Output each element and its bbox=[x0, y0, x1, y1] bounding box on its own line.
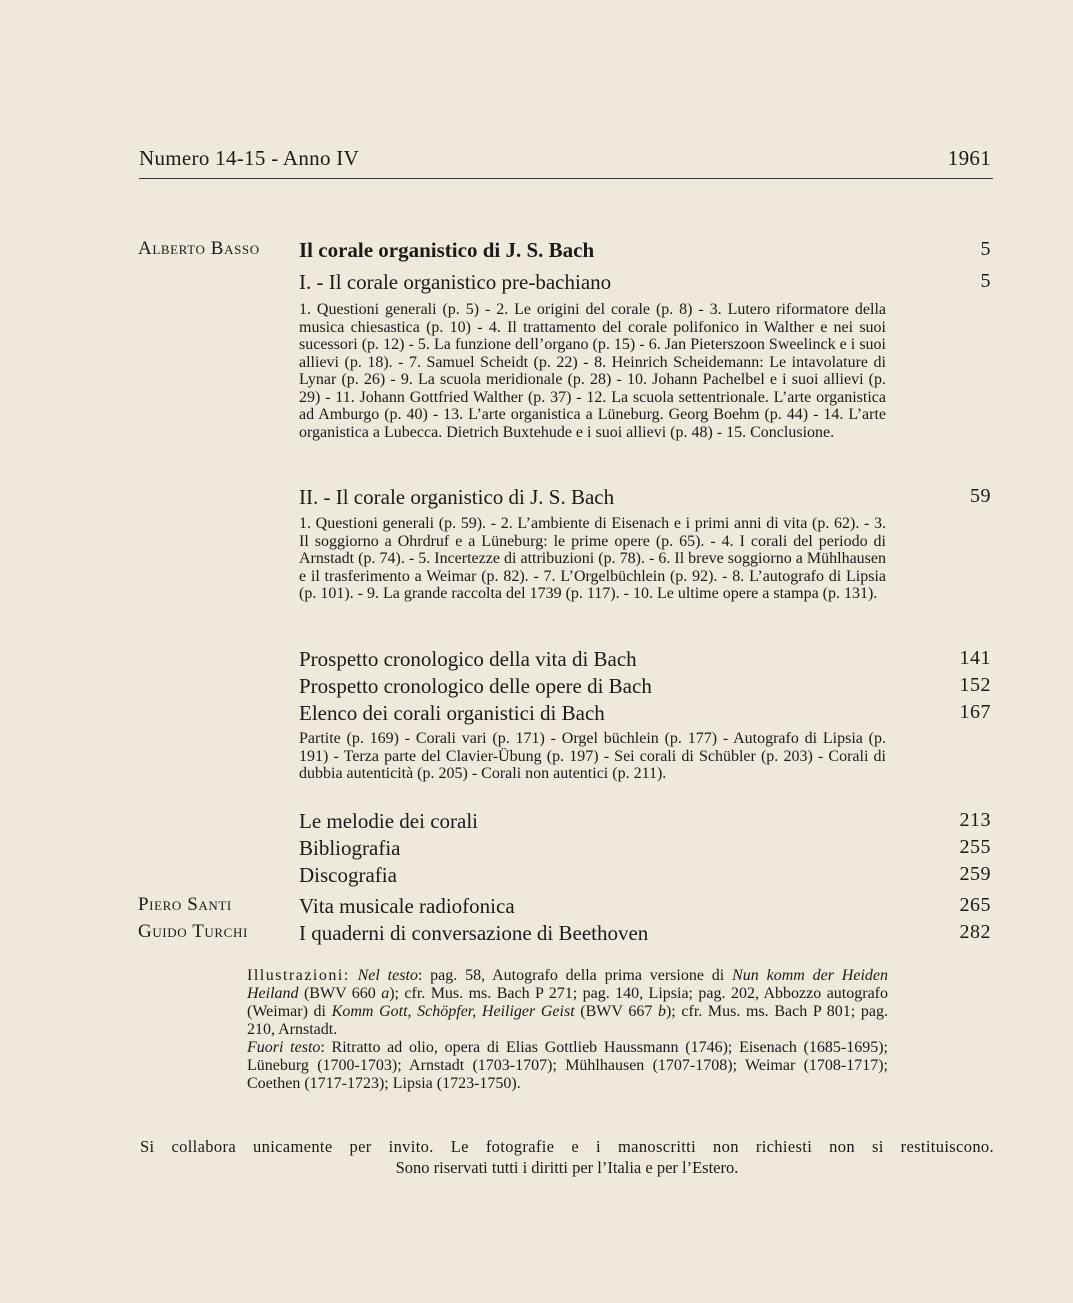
illustrations-text: (BWV 667 bbox=[574, 1003, 658, 1020]
issue-label: Numero 14-15 - Anno IV bbox=[139, 146, 360, 170]
page-number: 5 bbox=[980, 238, 991, 260]
fuori-testo-label: Fuori testo bbox=[247, 1039, 321, 1056]
toc-entry-discografia bbox=[0, 863, 1073, 891]
page-number: 167 bbox=[959, 701, 991, 723]
section-title: Prospetto cronologico della vita di Bach bbox=[299, 647, 637, 671]
illustrations-note bbox=[247, 967, 888, 1093]
author-name: Piero Santi bbox=[138, 894, 232, 915]
toc-entry-part2 bbox=[0, 485, 1073, 513]
page-number: 5 bbox=[980, 270, 991, 292]
page-header bbox=[139, 146, 991, 171]
author-name: Guido Turchi bbox=[138, 921, 248, 942]
toc-entry-basso bbox=[0, 238, 1073, 266]
illustrations-text: : Ritratto ad olio, opera di Elias Gottlieb Haussmann (1746); Eisenach (1685-1695); Lüneburg (1700-1703); Arnstadt (1703-1707); Mühlhausen (1707-1708); Weimar (1708-1717); Coethen (1717-1723); Lipsia (1723-1750). bbox=[247, 1039, 888, 1092]
page-number: 265 bbox=[959, 894, 991, 916]
footer-line-2: Sono riservati tutti i diritti per l’Italia e per l’Estero. bbox=[395, 1158, 739, 1177]
part2-summary: 1. Questioni generali (p. 59). - 2. L’ambiente di Eisenach e i primi anni di vita (p. 62). - 3. Il soggiorno a Ohrdruf e a Lüneburg: le prime opere (p. 65). - 4. I corali del periodo di Arnstadt (p. 74). - 5. Incertezze di attribuzioni (p. 78). - 6. Il breve soggiorno a Mühlhausen e il trasferimento a Weimar (p. 82). - 7. L’Orgelbüchlein (p. 92). - 8. L’autografo di Lipsia (p. 101). - 9. La grande raccolta del 1739 (p. 117). - 10. Le ultime opere a stampa (p. 131). bbox=[299, 515, 886, 602]
illustrations-text: ); cfr. Mus. ms. Bach P 801; pag. 210, Arnstadt. bbox=[247, 1003, 889, 1038]
section-title: Elenco dei corali organistici di Bach bbox=[299, 701, 605, 725]
section-title: I. - Il corale organistico pre-bachiano bbox=[299, 270, 612, 294]
page-number: 282 bbox=[959, 921, 991, 943]
toc-entry-prospetto-opere bbox=[0, 674, 1073, 702]
page-number: 259 bbox=[959, 863, 991, 885]
article-title: I quaderni di conversazione di Beethoven bbox=[299, 921, 649, 945]
page-number: 152 bbox=[959, 674, 991, 696]
work-title: Nun komm der Heiden Heiland bbox=[247, 967, 889, 1002]
toc-entry-elenco bbox=[0, 701, 1073, 729]
page-number: 213 bbox=[959, 809, 991, 831]
author-name: Alberto Basso bbox=[138, 238, 260, 259]
toc-entry-bibliografia bbox=[0, 836, 1073, 864]
footer-note bbox=[140, 1136, 994, 1178]
article-title: Il corale organistico di J. S. Bach bbox=[299, 238, 595, 262]
toc-entry-turchi bbox=[0, 921, 1073, 949]
section-title: Bibliografia bbox=[299, 836, 401, 860]
page-number: 255 bbox=[959, 836, 991, 858]
illustrations-text: (BWV 660 bbox=[298, 985, 382, 1002]
bwv-suffix: b bbox=[657, 1003, 666, 1020]
page-number: 59 bbox=[970, 485, 991, 507]
illustrations-text: : pag. 58, Autografo della prima versione di bbox=[417, 967, 733, 984]
toc-entry-prospetto-vita bbox=[0, 647, 1073, 675]
section-title: Prospetto cronologico delle opere di Bach bbox=[299, 674, 652, 698]
year-label: 1961 bbox=[947, 146, 991, 170]
toc-entry-santi bbox=[0, 894, 1073, 922]
illustrations-text: ); cfr. Mus. ms. Bach P 271; pag. 140, Lipsia; pag. 202, Abbozzo autografo (Weimar) di bbox=[247, 985, 888, 1020]
article-title: Vita musicale radiofonica bbox=[299, 894, 515, 918]
header-rule bbox=[139, 178, 993, 179]
part1-summary: 1. Questioni generali (p. 5) - 2. Le origini del corale (p. 8) - 3. Lutero riformatore della musica chiesastica (p. 10) - 4. Il trattamento del corale polifonico in Walther e nei suoi sucessori (p. 12) - 5. La funzione dell’organo (p. 15) - 6. Jan Pieterszoon Sweelinck e i suoi allievi (p. 18). - 7. Samuel Scheidt (p. 22) - 8. Heinrich Scheidemann: Le intavolature di Lynar (p. 26) - 9. La scuola meridionale (p. 28) - 10. Johann Pachelbel e i suoi allievi (p. 29) - 11. Johann Gottfried Walther (p. 37) - 12. La scuola settentrionale. L’arte organistica ad Amburgo (p. 40) - 13. L’arte organistica a Lüneburg. Georg Boehm (p. 44) - 14. L’arte organistica a Lubecca. Dietrich Buxtehude e i suoi allievi (p. 48) - 15. Conclusione. bbox=[299, 301, 886, 441]
toc-entry-part1 bbox=[0, 270, 1073, 298]
page-number: 141 bbox=[959, 647, 991, 669]
elenco-summary: Partite (p. 169) - Corali vari (p. 171) - Orgel büchlein (p. 177) - Autografo di Lipsia (p. 191) - Terza parte del Clavier-Übung (p. 197) - Sei corali di Schübler (p. 203) - Corali di dubbia autenticità (p. 205) - Corali non autentici (p. 211). bbox=[299, 730, 886, 782]
toc-entry-melodie bbox=[0, 809, 1073, 837]
footer-line-1: Si collabora unicamente per invito. Le fotografie e i manoscritti non richiesti non si restituiscono. bbox=[140, 1137, 994, 1156]
section-title: Discografia bbox=[299, 863, 397, 887]
bwv-suffix: a bbox=[381, 985, 390, 1002]
section-title: II. - Il corale organistico di J. S. Bach bbox=[299, 485, 615, 509]
work-title: Komm Gott, Schöpfer, Heiliger Geist bbox=[331, 1003, 575, 1020]
nel-testo-label: Nel testo bbox=[357, 967, 418, 984]
illustrations-label: Illustrazioni: bbox=[247, 967, 350, 984]
section-title: Le melodie dei corali bbox=[299, 809, 479, 833]
